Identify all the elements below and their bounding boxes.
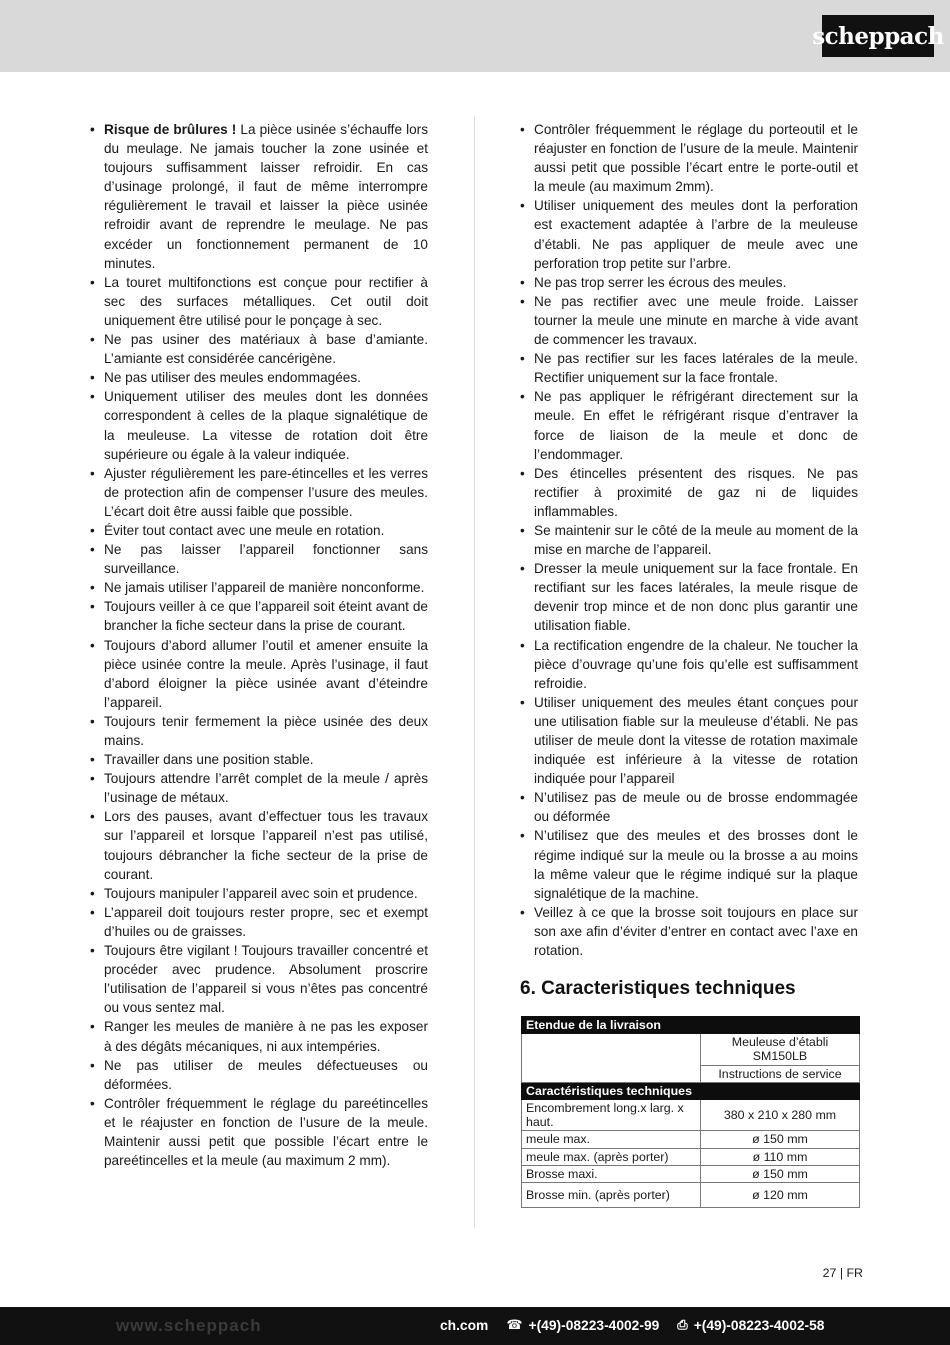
spec-value: ø 150 mm [701,1165,860,1182]
delivery-empty-cell [522,1034,701,1083]
list-item [518,559,858,635]
spec-label: Brosse min. (après porter) [522,1183,701,1208]
column-divider [474,116,475,1228]
item-text: Ne pas utiliser de meules défectueuses ou déformées. [104,1057,428,1092]
list-item [88,750,428,769]
list-item [88,368,428,387]
item-text: Uniquement utiliser des meules dont les données correspondent à celles de la plaque signalétique de la meuleuse. La vitesse de rotation doit être supérieure ou égale à la valeur indiquée. [104,389,428,462]
website-suffix[interactable]: ch.com [440,1317,489,1333]
item-lead: Risque de brûlures ! [104,122,237,137]
page-number: 27 | FR [822,1266,863,1280]
header-bar [0,0,950,72]
list-item [518,636,858,693]
item-text: Veillez à ce que la brosse soit toujours en place sur son axe afin d’éviter d’entrer en contact avec l’axe en rotation. [534,904,858,959]
table-row [522,1148,860,1165]
list-item [88,540,428,578]
spec-label: meule max. (après porter) [522,1148,701,1165]
tech-header: Caractéristiques techniques [522,1082,860,1099]
table-header-row [522,1082,860,1099]
item-text: Lors des pauses, avant d’effectuer tous les travaux sur l’appareil et lorsque l’appareil n’est pas utilisé, toujours débrancher la fiche secteur de la prise de courant. [104,809,428,882]
list-item [88,330,428,368]
website-ghost-text: www.scheppach [116,1316,262,1335]
table-row [522,1034,860,1065]
item-text: Des étincelles présentent des risques. Ne pas rectifier à proximité de gaz ni de liquides inflammables. [534,465,858,519]
list-item [88,1094,428,1170]
list-item [518,349,858,387]
fax-number[interactable]: +(49)-08223-4002-58 [693,1317,825,1333]
item-text: La pièce usinée s’échauffe lors du meulage. Ne jamais toucher la zone usinée et toujours suffisamment laisser refroidir. En cas d’usinage prolongé, il faut de même interrompre régulièrement le travail et laisser la pièce usinée refroidir avant de reprendre le meulage. Ne pas excéder un fonctionnement permanent de 10 minutes. [104,122,428,271]
item-text: Ne pas usiner des matériaux à base d’amiante. L’amiante est considérée cancérigène. [104,332,428,367]
spec-value: ø 120 mm [701,1183,860,1208]
list-item [88,712,428,750]
item-text: Utiliser uniquement des meules dont la perforation est exactement adaptée à l’arbre de la meuleuse d’établi. Ne pas appliquer de meule avec une perforation trop petite sur l’arbre. [534,198,858,271]
table-row [522,1100,860,1131]
item-text: Se maintenir sur le côté de la meule au moment de la mise en marche de l’appareil. [534,522,858,558]
item-text: Ne pas laisser l’appareil fonctionner sans surveillance. [104,542,428,577]
list-item [518,788,858,826]
item-text: Dresser la meule uniquement sur la face frontale. En rectifiant sur les faces latérales, la meule risque de devenir trop mince et de non donc plus garantir une utilisation fiable. [534,561,858,634]
list-item [88,884,428,903]
list-item [88,1056,428,1094]
item-text: Ne pas utiliser des meules endommagées. [104,370,361,386]
section-title: 6. Caracteristiques techniques [520,978,796,999]
list-item [518,903,858,960]
item-text: Éviter tout contact avec une meule en rotation. [104,522,385,538]
list-item [518,120,858,196]
item-text: Toujours tenir fermement la pièce usinée des deux mains. [104,713,428,748]
item-text: Toujours attendre l’arrêt complet de la meule / après l’usinage de métaux. [104,771,428,806]
list-item [518,196,858,272]
spec-value: ø 110 mm [701,1148,860,1165]
item-text: Ne pas rectifier avec une meule froide. Laisser tourner la meule une minute en marche à vide avant de commencer les travaux. [534,293,858,348]
list-item [88,636,428,712]
item-text: L’appareil doit toujours rester propre, sec et exempt d’huiles ou de graisses. [104,904,428,939]
list-item [518,826,858,902]
spec-label: Encombrement long.x larg. x haut. [522,1100,701,1131]
table-row [522,1165,860,1182]
item-text: Ne pas rectifier sur les faces latérales de la meule. Rectifier uniquement sur la face frontale. [534,351,858,386]
item-text: Ne jamais utiliser l’appareil de manière nonconforme. [104,580,425,596]
list-item [88,597,428,635]
fax-icon: ⎙ [677,1317,688,1332]
list-item [88,273,428,330]
item-text: N’utilisez pas de meule ou de brosse endommagée ou déformée [534,790,858,825]
item-text: Contrôler fréquemment le réglage du porteoutil et le réajuster en fonction de l’usure de la meule. Maintenir aussi petit que possible l’écart entre le porte-outil et la meule (au maximum 2mm). [534,122,858,195]
spec-label: meule max. [522,1131,701,1148]
item-text: N’utilisez que des meules et des brosses dont le régime indiqué sur la meule ou la brosse a au moins la même valeur que le régime indiqué sur la plaque signalétique de la machine. [534,828,858,901]
list-item [518,521,858,559]
list-item [88,807,428,883]
spec-table [521,1016,860,1208]
item-text: Toujours d’abord allumer l’outil et amener ensuite la pièce usinée contre la meule. Après l’usinage, il faut d’abord éloigner la pièce usinée avant d’éteindre l’appareil. [104,637,428,710]
spec-value: ø 150 mm [701,1131,860,1148]
item-text: Toujours veiller à ce que l’appareil soit éteint avant de brancher la fiche secteur dans la prise de courant. [104,599,428,634]
spec-value: 380 x 210 x 280 mm [701,1100,860,1131]
right-safety-list [518,120,858,960]
list-item [88,120,428,273]
list-item [518,464,858,521]
item-text: La rectification engendre de la chaleur. Ne toucher la pièce d’ouvrage qu’une fois qu’elle est suffisamment refroidie. [534,637,858,691]
delivery-header: Etendue de la livraison [522,1017,860,1034]
list-item [518,273,858,292]
footer-contact [440,1317,824,1333]
list-item [88,521,428,540]
list-item [88,1017,428,1055]
item-text: Toujours manipuler l’appareil avec soin et prudence. [104,885,418,901]
list-item [88,578,428,597]
phone-number[interactable]: +(49)-08223-4002-99 [528,1317,660,1333]
delivery-item: Meuleuse d’établi SM150LB [701,1034,860,1065]
list-item [518,387,858,463]
item-text: Utiliser uniquement des meules étant conçues pour une utilisation fiable sur la meuleuse d’établi. Ne pas utiliser de meule dont la vitesse de rotation maximale indiquée est inférieure à la vitesse de rotation indiquée pour l’appareil [534,694,858,787]
item-text: Ajuster régulièrement les pare-étincelles et les verres de protection afin de compenser l’usure des meules. L’écart doit être aussi faible que possible. [104,465,428,519]
item-text: Ne pas appliquer le réfrigérant directement sur la meule. En effet le réfrigérant risque d’entraver la force de liaison de la meule et donc de l’endommager. [534,389,858,462]
item-text: Travailler dans une position stable. [104,752,314,768]
spec-label: Brosse maxi. [522,1165,701,1182]
item-text: Ne pas trop serrer les écrous des meules. [534,274,787,290]
footer-bar [0,1307,950,1345]
list-item [88,464,428,521]
right-column [518,120,858,960]
item-text: Toujours être vigilant ! Toujours travailler concentré et procéder avec prudence. Absolument proscrire l’utilisation de l’appareil si vous n’êtes pas concentré ou vous sentez mal. [104,943,428,1016]
list-item [518,292,858,349]
item-text: Contrôler fréquemment le réglage du pareétincelles et le réajuster en fonction de l’usure de la meule. Maintenir aussi petit que possible l’écart entre le pareétincelles et la meule (au maximum 2 mm). [104,1095,428,1169]
scheppach-logo: scheppach [822,15,934,57]
list-item [88,941,428,1017]
list-item [88,769,428,807]
list-item [518,693,858,788]
left-safety-list [88,120,428,1170]
table-header-row [522,1017,860,1034]
list-item [88,387,428,463]
phone-icon: ☎ [506,1317,523,1332]
table-row [522,1183,860,1208]
list-item [88,903,428,941]
left-column [88,120,428,1170]
item-text: Ranger les meules de manière à ne pas les exposer à des dégâts mécaniques, ni aux intempéries. [104,1019,428,1054]
table-row [522,1131,860,1148]
item-text: La touret multifonctions est conçue pour rectifier à sec des surfaces métalliques. Cet outil doit uniquement être utilisé pour le ponçage à sec. [104,274,428,328]
delivery-item: Instructions de service [701,1065,860,1082]
